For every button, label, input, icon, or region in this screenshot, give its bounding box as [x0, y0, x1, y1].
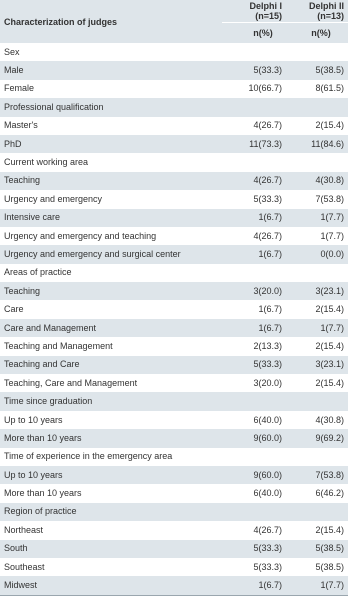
row-label: Urgency and emergency and teaching [0, 227, 222, 245]
delphi-1-value: 4(26.7) [222, 172, 287, 190]
delphi-1-value: 1(6.7) [222, 245, 287, 263]
row-label: Teaching, Care and Management [0, 374, 222, 392]
delphi-1-value [222, 153, 287, 171]
delphi-2-value: 5(38.5) [287, 61, 348, 79]
delphi-2-value [287, 503, 348, 521]
delphi-1-value: 1(6.7) [222, 300, 287, 318]
delphi-2-value: 2(15.4) [287, 300, 348, 318]
table-row [0, 282, 348, 300]
delphi-1-value: 1(6.7) [222, 209, 287, 227]
row-label: PhD [0, 135, 222, 153]
delphi-2-value: 1(7.7) [287, 576, 348, 595]
table-row [0, 429, 348, 447]
delphi-1-value: 1(6.7) [222, 576, 287, 595]
table-row [0, 576, 348, 595]
delphi-1-value [222, 392, 287, 410]
row-label: Teaching [0, 282, 222, 300]
row-label: Intensive care [0, 209, 222, 227]
category-row [0, 153, 348, 171]
table-row [0, 172, 348, 190]
delphi-1-value: 9(60.0) [222, 466, 287, 484]
row-label: More than 10 years [0, 484, 222, 502]
table-row [0, 245, 348, 263]
delphi-1-value: 9(60.0) [222, 429, 287, 447]
delphi-2-value: 7(53.8) [287, 190, 348, 208]
category-label: Current working area [0, 153, 222, 171]
category-label: Areas of practice [0, 264, 222, 282]
category-label: Professional qualification [0, 98, 222, 116]
row-label: Northeast [0, 521, 222, 539]
row-label: Urgency and emergency [0, 190, 222, 208]
table-row [0, 466, 348, 484]
header-delphi-2: Delphi II (n=13) [287, 0, 348, 23]
row-label: Female [0, 80, 222, 98]
delphi-2-value: 3(23.1) [287, 282, 348, 300]
delphi-2-value: 0(0.0) [287, 245, 348, 263]
table-row [0, 540, 348, 558]
delphi-2-value: 1(7.7) [287, 319, 348, 337]
delphi-1-value: 4(26.7) [222, 521, 287, 539]
header-unit-2: n(%) [287, 23, 348, 44]
delphi-1-value: 5(33.3) [222, 61, 287, 79]
delphi-2-value: 1(7.7) [287, 209, 348, 227]
delphi-2-value: 2(15.4) [287, 521, 348, 539]
table-row [0, 80, 348, 98]
delphi-2-value: 6(46.2) [287, 484, 348, 502]
delphi-1-value: 6(40.0) [222, 484, 287, 502]
delphi-1-value: 6(40.0) [222, 411, 287, 429]
delphi-2-value [287, 153, 348, 171]
row-label: Urgency and emergency and surgical center [0, 245, 222, 263]
delphi-2-value: 2(15.4) [287, 337, 348, 355]
delphi-2-value: 3(23.1) [287, 356, 348, 374]
category-row [0, 392, 348, 410]
table-body [0, 43, 348, 595]
row-label: Male [0, 61, 222, 79]
table-row [0, 61, 348, 79]
delphi-1-value: 5(33.3) [222, 540, 287, 558]
delphi-1-value: 5(33.3) [222, 190, 287, 208]
delphi-2-value [287, 98, 348, 116]
delphi-1-value: 1(6.7) [222, 319, 287, 337]
category-row [0, 503, 348, 521]
delphi-1-value: 4(26.7) [222, 117, 287, 135]
delphi-2-value: 4(30.8) [287, 411, 348, 429]
table-row [0, 227, 348, 245]
table-row [0, 319, 348, 337]
table-row [0, 411, 348, 429]
table-row [0, 337, 348, 355]
table-row [0, 117, 348, 135]
category-row [0, 43, 348, 61]
row-label: Care and Management [0, 319, 222, 337]
delphi-1-value [222, 448, 287, 466]
delphi-1-value [222, 43, 287, 61]
delphi-2-value: 8(61.5) [287, 80, 348, 98]
delphi-2-value [287, 392, 348, 410]
delphi-1-value: 2(13.3) [222, 337, 287, 355]
table-row [0, 521, 348, 539]
table-row [0, 300, 348, 318]
table-row [0, 356, 348, 374]
table-row [0, 135, 348, 153]
delphi-2-value: 5(38.5) [287, 558, 348, 576]
delphi-1-value [222, 503, 287, 521]
category-row [0, 448, 348, 466]
delphi-2-value: 2(15.4) [287, 374, 348, 392]
category-row [0, 98, 348, 116]
row-label: Southeast [0, 558, 222, 576]
header-characterization: Characterization of judges [0, 0, 222, 43]
delphi-2-value: 2(15.4) [287, 117, 348, 135]
header-unit-1: n(%) [222, 23, 287, 44]
table-row [0, 374, 348, 392]
delphi-1-value: 3(20.0) [222, 374, 287, 392]
delphi-2-value [287, 448, 348, 466]
delphi-1-value [222, 264, 287, 282]
row-label: Master's [0, 117, 222, 135]
delphi-2-value: 5(38.5) [287, 540, 348, 558]
delphi-2-value: 1(7.7) [287, 227, 348, 245]
table-header [0, 0, 348, 43]
table-row [0, 558, 348, 576]
row-label: Up to 10 years [0, 411, 222, 429]
delphi-2-value: 9(69.2) [287, 429, 348, 447]
row-label: Teaching and Management [0, 337, 222, 355]
table-row [0, 209, 348, 227]
row-label: Teaching [0, 172, 222, 190]
delphi-2-value: 11(84.6) [287, 135, 348, 153]
delphi-1-value: 10(66.7) [222, 80, 287, 98]
category-label: Time since graduation [0, 392, 222, 410]
delphi-2-value [287, 43, 348, 61]
row-label: Care [0, 300, 222, 318]
delphi-2-value: 7(53.8) [287, 466, 348, 484]
delphi-1-value [222, 98, 287, 116]
category-row [0, 264, 348, 282]
delphi-1-value: 5(33.3) [222, 356, 287, 374]
row-label: South [0, 540, 222, 558]
category-label: Time of experience in the emergency area [0, 448, 222, 466]
row-label: Teaching and Care [0, 356, 222, 374]
table-row [0, 484, 348, 502]
header-delphi-1: Delphi I (n=15) [222, 0, 287, 23]
delphi-1-value: 3(20.0) [222, 282, 287, 300]
table-row [0, 190, 348, 208]
category-label: Region of practice [0, 503, 222, 521]
delphi-2-value: 4(30.8) [287, 172, 348, 190]
category-label: Sex [0, 43, 222, 61]
row-label: More than 10 years [0, 429, 222, 447]
delphi-2-value [287, 264, 348, 282]
delphi-1-value: 11(73.3) [222, 135, 287, 153]
delphi-1-value: 5(33.3) [222, 558, 287, 576]
delphi-1-value: 4(26.7) [222, 227, 287, 245]
row-label: Midwest [0, 576, 222, 595]
row-label: Up to 10 years [0, 466, 222, 484]
